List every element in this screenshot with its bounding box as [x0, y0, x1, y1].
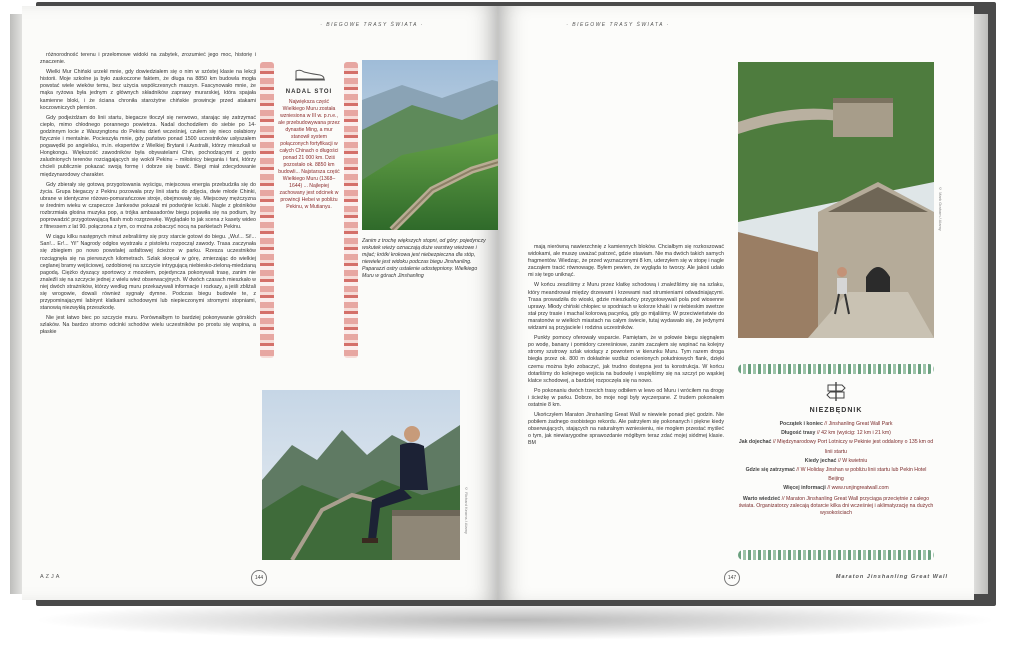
footer-section-left: AZJA: [40, 574, 62, 580]
footer-section-right: Maraton Jinshanling Great Wall: [835, 574, 948, 580]
guide-row: Więcej informacji // www.runjingreatwall.com: [783, 485, 889, 492]
guide-box: [738, 380, 934, 517]
guide-row: Długość trasy // 42 km (wyścig: 12 km i 21 km): [781, 430, 891, 437]
page-number-right: 147: [724, 570, 740, 586]
paragraph: W ciągu kilku następnych minut zebraliśmy się przy starcie gotowi do biegu. „Wu!... Si!... San!... Er!... Yi!” Nagrody odgłos wystrzału z pistoletu rozpoczął zawody. Trasa zaczynała się zbiegiem po nowo powstałej asfaltowej ścieżce w parku. Rzesza uczestników rozciągnęła się na pierwszych kilometrach. Szlak skręcał w górę, zmierzając do wielkiej ceglanej bramy wejściowej, ozdobionej na szczycie intrygującą niebiesko-zieloną-miedzianą pagodą. Ciężko dyszący sportowcy z mozołem, pojedyncza pokonywali trasę, zanim nie znaleźli się na szczycie jednej z wielu wież obserwacyjnych. W dwóch czasach mieszkało w niej dwóch strażników, którzy według muru przekazywali informacje i rozkazy, a jeśli zbliżali się wrogowie, dowali również sygnały dymne. Podczas biegu budowle te, z przypominającymi labirynt klatkami schodowymi lub niepieczonymi stromymi stopniami, stanowią niezwykłą przeszkodę.: [40, 234, 256, 312]
signpost-icon: [738, 380, 934, 402]
photo-runner-on-wall: [262, 390, 460, 560]
paragraph: Nie jest łatwo biec po szczycie muru. Porównałbym to bardziej pokonywanie górskich szlaków. Na bardzo stromo odcinki schodów wielu uczestników po prostu się wspina, a płaskie: [40, 315, 256, 336]
right-article-column: [528, 244, 724, 584]
photo-credit-right: © Mark Graham / Alamy: [938, 186, 943, 231]
paragraph: Gdy podjeżdżam do linii startu, biegacze tłoczył się nerwowo, starając się zatrzymać ciepło, mimo chłodnego porannego powietrza. Nadal dochodziłem do siebie po 14-godzinnym locie z Waszyngtonu do Pekinu dzień wcześniej, czułem się nieco osłabiony fizycznie i mentalnie. Pocieszyła mnie, gdy państwo ponad 1500 uczestników usłyszałem pogawędki po angielsku, m.in. ekspertów z Wielkiej Brytanii i Australii, którzy mieszkali w Hongkongu. Większość zawodników była obywatelami Chin, pochodzącymi z gęsto zaludnionych terenów rozciągających się wokół Pekinu – miłośnicy biegania i fani, którzy chcieli publicznie pokazać swoją formę i dobrze się bawić. Biegi miał zdecydowanie międzynarodowy charakter.: [40, 114, 256, 178]
guide-row: Kiedy jechać // W kwietniu: [804, 457, 868, 464]
paragraph: mają nierówną nawierzchnię z kamiennych bloków. Chciałbym się rozkoszować widokami, ale muszę uważać patrzeć, gdzie stawiam. Nie ma dwóch takich samych fragmentów. Wiedząc, że przed wyznaczonymi 8 km, uderzyłem się w stopę i nagle zacząłem tracić równowagę. Byłem pewien, że wygląda to tworzy. Ale jakoś udało mi się tego uniknąć.: [528, 244, 724, 279]
paragraph: Punkty pomocy oferowały wsparcie. Pamiętam, że w połowie biegu sięgnąłem po wodę, banany i pomidory czereśniowe, zanim zacząłem się wspinać na kolejny stromy szutrowy szlak wiodący z powrotem w kierunku Muru. Tym razem droga biegła przez ok. 800 m dokładnie wzdłuż ocienionych południowych flank, dzięki czemu można było zobaczyć, jak trudno dostępna jest ta konstrukcja. W końcu dotarliśmy do kolejnego wejścia na budowlę i wspięliśmy się na szczyt po wąskiej klatce schodowej, a bardziej rozpoczęła się na nowo.: [528, 335, 724, 384]
guide-row: Gdzie się zatrzymać // W Holiday Jinshan w pobliżu linii startu lub Pekin Hotel Beijing: [745, 467, 927, 483]
vine-divider-top: [738, 364, 934, 374]
paragraph: Gdy zbierały się gotową przygotowania wyścigu, miejscowa energia przebudziła się do życia. Grupa biegaczy z Pekinu pozowała przy linii startu do zdjęcia, dwie młode Chinki, ubrane w identyczne różowo-pomarańczowe stroje, obejmowały się. Miejscowy mężczyzna w średnim wieku w czapeczce Jankesów pokazał mi podwójnie kciuki. Nagle z głośników rozbrzmiała głośna muzyka pop, a trójka ambasadorów biegu pojawiła się na podium, by poprowadzić przygotowującą flash mob rozgrzewkę. Wyglądało to jak scena z kasety wideo z fitnessem z lat 90. połączona z tym, co można zobaczyć nocą na parkietach Pekinu.: [40, 181, 256, 231]
sidebar-text: Największa część Wielkiego Muru została wzniesiona w III w. p.n.e., ale przebudowywana przez dynastie Ming, a mur stanowił system połączonych fortyfikacji w całych Chinach o długości ponad 21 000 km. Dziś pozostało ok. 8850 km budowli... Najstarsza część Wielkiego Muru (1368–1644) ... Najlepiej zachowany jest odcinek w prowincji Hebei w pobliżu Pekinu, w Mutianyu.: [278, 99, 340, 210]
page-number-left: 144: [251, 570, 267, 586]
guide-list: [738, 420, 934, 517]
paragraph: Wielki Mur Chiński urzekł mnie, gdy dowiedziałem się o nim w szóstej klasie na lekcji historii. Moje szkolne ja było zaskoczone faktem, że długa na 8850 km budowla mogła powstać wiele wieków temu, bez użycia współczesnych maszyn. Fascynowało mnie, że mąka ryżowa była jednym z głównych składników zaprawy murarskiej, która spajała kamienne bloki, i że ściana chroniła starożytne chińskie prowincje przed atakami koczowniczych plemion.: [40, 69, 256, 111]
right-page: [498, 6, 974, 600]
running-shoe-icon: [278, 64, 340, 84]
sidebar-box: [278, 64, 340, 349]
running-header-left: · BIEGOWE TRASY ŚWIATA ·: [320, 22, 424, 28]
running-header-right: · BIEGOWE TRASY ŚWIATA ·: [566, 22, 670, 28]
left-article-column: [40, 52, 256, 572]
book-shadow: [30, 600, 1000, 640]
vine-divider-bottom: [738, 550, 934, 560]
guide-row: Początek i koniec // Jinshanling Great Wall Park: [779, 421, 893, 427]
guide-row: Jak dojechać // Międzynarodowy Port Lotniczy w Pekinie jest oddalony o 135 km od linii startu: [738, 439, 934, 455]
paragraph: W końcu zeszliśmy z Muru przez klatkę schodową i znaleźliśmy się na szlaku, który meandrował między drzewami i krzewami nad strumieniami odwadniającymi. Trasa prowadziła do wioski, gdzie mieszkańcy przygotowywali pola pod wiosenne uprawy. Młody chiński chłopiec w spodniach w kolorze khaki i w niebieskim swetrze stał przy trasie i machał kolorową pacynką, gdy go mijaliśmy. W przeciwieństwie do maratonów w wielkich miastach na całym świecie, tutaj wydawało się, że jedynymi widzami są przyjaciele i rodzina uczestników.: [528, 282, 724, 332]
floral-border-right: [344, 62, 358, 358]
sidebar-title: NADAL STOI: [285, 89, 333, 95]
guide-title: NIEZBĘDNIK: [809, 407, 863, 414]
paragraph: różnorodność terenu i przełomowe widoki na zabytek, zrozumieć jego moc, historię i znaczenie.: [40, 52, 256, 66]
floral-border-left: [260, 62, 274, 358]
photo-credit-left: © Richard Kearns / Alamy: [464, 486, 469, 534]
panorama-caption: Zanim z trochę większych stopni, od góry: pojedynczy wskutek wieży oznaczają duże warstwy wieżowe i mijać; krótki krokowa jest niebezpieczna dla stóp, niewiele jest widoku podczas biegu Jinshanling. Paparazzi ostry ustalenie udostępniony. Wielkiego Muru w górach Jinshanling: [362, 238, 486, 279]
paragraph: Po pokonaniu dwóch trzecich trasy odbiłem w lewo od Muru i wróciłem na drogę i ścieżkę w parku. Dobrze, bo moje nogi były wyczerpane. Z trudem pokonałem ostatnie 8 km.: [528, 387, 724, 408]
photo-runner-tower: [738, 62, 934, 338]
paragraph: Ukończyłem Maraton Jinshanling Great Wall w niewiele ponad pięć godzin. Nie pobiłem żadnego osobistego rekordu. Ale patrzyłem się pokonanych i piękne kiedy obserwujących, stających na naturalnym wzniesieniu, nie mogłem przestać myśleć o tym, jak niewiarygodne sprawozdanie mógłbym teraz zdać mojej siódmej klasie. BM: [528, 412, 724, 447]
guide-row: Warto wiedzieć // Maraton Jinshanling Great Wall przyciąga przeciętnie z całego świata. Organizatorzy zalecają dotarcie kilka dni wcześniej i aklimatyzację na dużych wysokościach: [738, 495, 934, 516]
